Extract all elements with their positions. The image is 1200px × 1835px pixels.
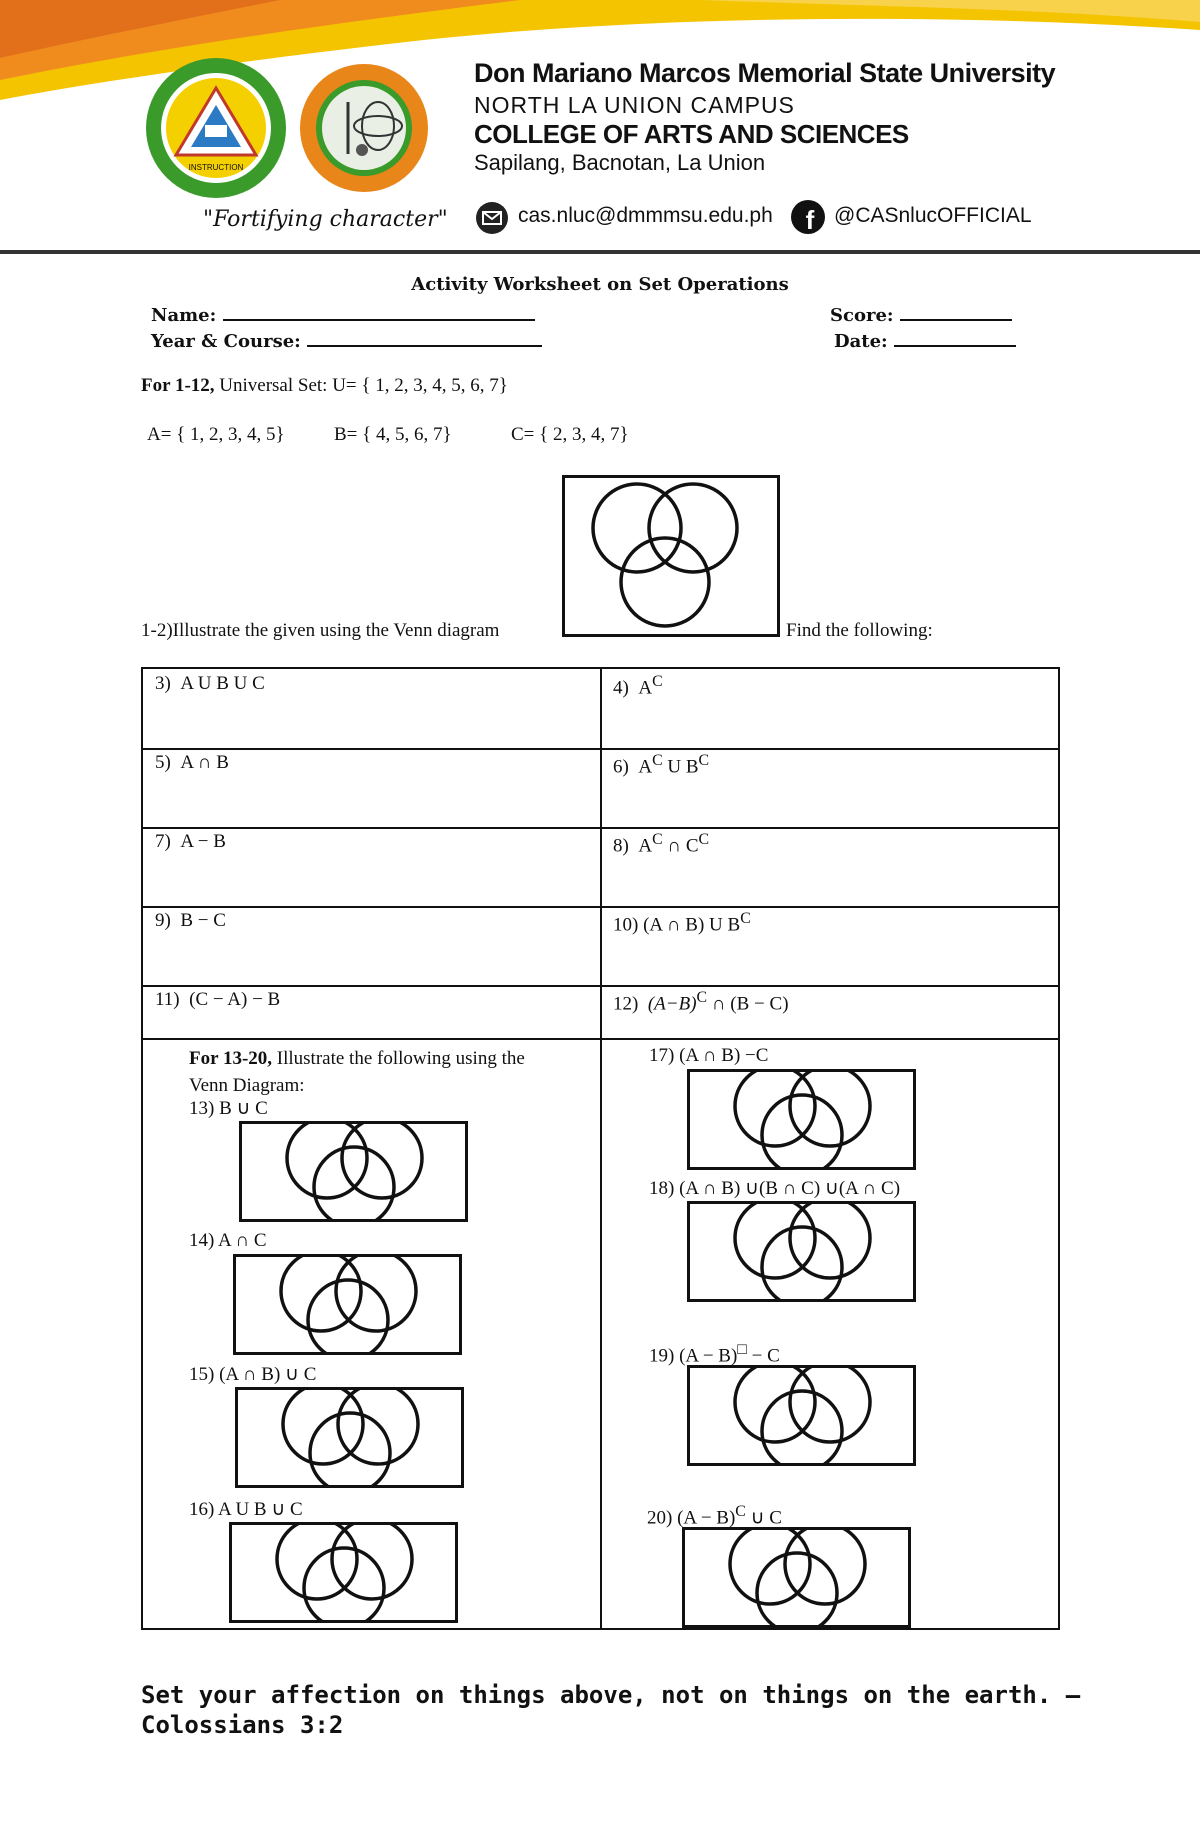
- venn-circles: [685, 1530, 908, 1625]
- venn-circles: [690, 1072, 913, 1167]
- quote-line-1: Set your affection on things above, not on things on the earth. –: [141, 1681, 1081, 1709]
- part2-text: Illustrate the following using the: [272, 1048, 525, 1069]
- complement-superscript: C: [740, 910, 751, 927]
- svg-text:INSTRUCTION: INSTRUCTION: [188, 163, 244, 172]
- address: Sapilang, Bacnotan, La Union: [474, 150, 766, 175]
- item-16-label: 16) A U B ∪ C: [189, 1499, 303, 1520]
- name-label: Name:: [151, 305, 217, 326]
- question-12[interactable]: [613, 989, 789, 1015]
- name-field[interactable]: [151, 301, 535, 326]
- item-20-tail: ∪ C: [745, 1507, 782, 1529]
- question-8[interactable]: [613, 831, 709, 857]
- set-c: C= { 2, 3, 4, 7}: [511, 424, 629, 445]
- item-13-label: 13) B ∪ C: [189, 1098, 268, 1119]
- complement-superscript: C: [735, 1503, 746, 1520]
- venn-diagram-main: [562, 475, 780, 637]
- item-18-label: 18) (A ∩ B) ∪(B ∩ C) ∪(A ∩ C): [649, 1178, 901, 1199]
- question-expression: A: [638, 835, 653, 857]
- venn-diagram-14[interactable]: [233, 1254, 462, 1355]
- part2-prefix: For 13-20,: [189, 1048, 273, 1069]
- question-expression-tail: ∩ C: [662, 835, 699, 857]
- name-blank[interactable]: [223, 301, 535, 321]
- question-number: 4): [613, 677, 629, 699]
- question-9[interactable]: [155, 910, 226, 932]
- table-row-divider: [143, 827, 1058, 829]
- question-expression: A ∩ B: [180, 752, 229, 773]
- date-field[interactable]: [834, 327, 1016, 352]
- question-expression: A: [638, 756, 653, 778]
- venn-diagram-17[interactable]: [687, 1069, 916, 1170]
- illustrate-instruction: 1-2)Illustrate the given using the Venn diagram: [141, 620, 500, 641]
- complement-superscript: C: [696, 989, 708, 1006]
- venn-diagram-15[interactable]: [235, 1387, 464, 1488]
- question-expression: (C − A) − B: [189, 989, 281, 1010]
- venn-circles: [690, 1368, 913, 1463]
- question-expression-tail: U B: [662, 756, 699, 778]
- question-11[interactable]: [155, 989, 280, 1011]
- item-19-label: [649, 1341, 780, 1367]
- facebook-handle[interactable]: @CASnlucOFFICIAL: [834, 204, 1032, 227]
- item-19-tail: − C: [746, 1345, 780, 1367]
- universal-set-line: [141, 375, 508, 397]
- question-number: 6): [613, 756, 629, 778]
- part2-text-line2: Venn Diagram:: [189, 1075, 305, 1096]
- motto: "Fortifying character": [203, 207, 448, 232]
- question-expression: A U B U C: [180, 673, 265, 694]
- university-name: Don Mariano Marcos Memorial State University: [474, 58, 1056, 88]
- venn-diagram-20[interactable]: [682, 1527, 911, 1628]
- email-address[interactable]: cas.nluc@dmmmsu.edu.ph: [518, 204, 773, 227]
- question-5[interactable]: [155, 752, 229, 774]
- college-name: COLLEGE OF ARTS AND SCIENCES: [474, 119, 909, 149]
- part2-instruction: [189, 1045, 525, 1099]
- complement-superscript: C: [698, 752, 710, 769]
- table-column-divider: [600, 669, 602, 1628]
- placeholder-superscript: □: [737, 1341, 747, 1358]
- table-row-divider: [143, 748, 1058, 750]
- venn-circles: [236, 1257, 459, 1352]
- item-17-label: 17) (A ∩ B) −C: [649, 1045, 769, 1066]
- complement-superscript: C: [652, 673, 663, 690]
- header-divider: [0, 250, 1200, 254]
- question-expression: A: [638, 677, 653, 699]
- quote-line-2: Colossians 3:2: [141, 1711, 344, 1739]
- question-10[interactable]: [613, 910, 751, 936]
- set-a: A= { 1, 2, 3, 4, 5}: [147, 424, 285, 445]
- venn-diagram-13[interactable]: [239, 1121, 468, 1222]
- complement-superscript: C: [652, 752, 663, 769]
- find-instruction: Find the following:: [786, 620, 933, 641]
- question-6[interactable]: [613, 752, 709, 778]
- complement-superscript: C: [652, 831, 663, 848]
- year-course-field[interactable]: [151, 327, 542, 352]
- set-b: B= { 4, 5, 6, 7}: [334, 424, 452, 445]
- university-seal-logo: [143, 55, 289, 201]
- question-4[interactable]: [613, 673, 663, 699]
- email-icon: [475, 201, 509, 235]
- worksheet-title: Activity Worksheet on Set Operations: [411, 274, 789, 295]
- venn-diagram-18[interactable]: [687, 1201, 916, 1302]
- question-expression: (A ∩ B) U B: [643, 914, 741, 936]
- venn-circles: [238, 1390, 461, 1485]
- intro-prefix: For 1-12,: [141, 375, 215, 396]
- question-number: 7): [155, 831, 171, 852]
- item-14-label: 14) A ∩ C: [189, 1230, 267, 1251]
- item-20-label: [647, 1503, 782, 1529]
- score-blank[interactable]: [900, 301, 1012, 321]
- date-label: Date:: [834, 331, 888, 352]
- table-row-divider: [143, 906, 1058, 908]
- table-row-divider: [143, 985, 1058, 987]
- question-number: 11): [155, 989, 180, 1010]
- question-number: 5): [155, 752, 171, 773]
- letterhead: [0, 0, 1200, 255]
- venn-circles: [565, 478, 777, 634]
- question-number: 9): [155, 910, 171, 931]
- question-number: 12): [613, 993, 639, 1015]
- item-15-label: 15) (A ∩ B) ∪ C: [189, 1364, 317, 1385]
- universal-set: Universal Set: U= { 1, 2, 3, 4, 5, 6, 7}: [214, 375, 508, 396]
- question-expression: B − C: [180, 910, 226, 931]
- venn-diagram-16[interactable]: [229, 1522, 458, 1623]
- question-3[interactable]: [155, 673, 265, 695]
- venn-circles: [232, 1525, 455, 1620]
- campus-name: NORTH LA UNION CAMPUS: [474, 92, 795, 118]
- question-expression: A − B: [180, 831, 226, 852]
- question-expression: (A−B): [647, 993, 697, 1015]
- bible-verse-quote: [141, 1680, 1101, 1740]
- venn-circles: [690, 1204, 913, 1299]
- answer-table: [141, 667, 1060, 1630]
- item-19-text: 19) (A − B): [649, 1345, 738, 1367]
- date-blank[interactable]: [894, 327, 1016, 347]
- question-number: 3): [155, 673, 171, 694]
- venn-diagram-19[interactable]: [687, 1365, 916, 1466]
- question-7[interactable]: [155, 831, 226, 853]
- score-label: Score:: [830, 305, 894, 326]
- year-course-blank[interactable]: [307, 327, 542, 347]
- svg-text:f: f: [805, 205, 815, 235]
- question-expression-tail: ∩ (B − C): [707, 993, 789, 1015]
- complement-superscript: C: [698, 831, 710, 848]
- question-number: 10): [613, 914, 639, 936]
- item-20-text: 20) (A − B): [647, 1507, 736, 1529]
- score-field[interactable]: [830, 301, 1012, 326]
- college-seal-logo: [298, 62, 430, 194]
- year-course-label: Year & Course:: [151, 331, 301, 352]
- facebook-icon: [790, 199, 826, 235]
- venn-circles: [242, 1124, 465, 1219]
- table-row-divider: [143, 1038, 1058, 1040]
- question-number: 8): [613, 835, 629, 857]
